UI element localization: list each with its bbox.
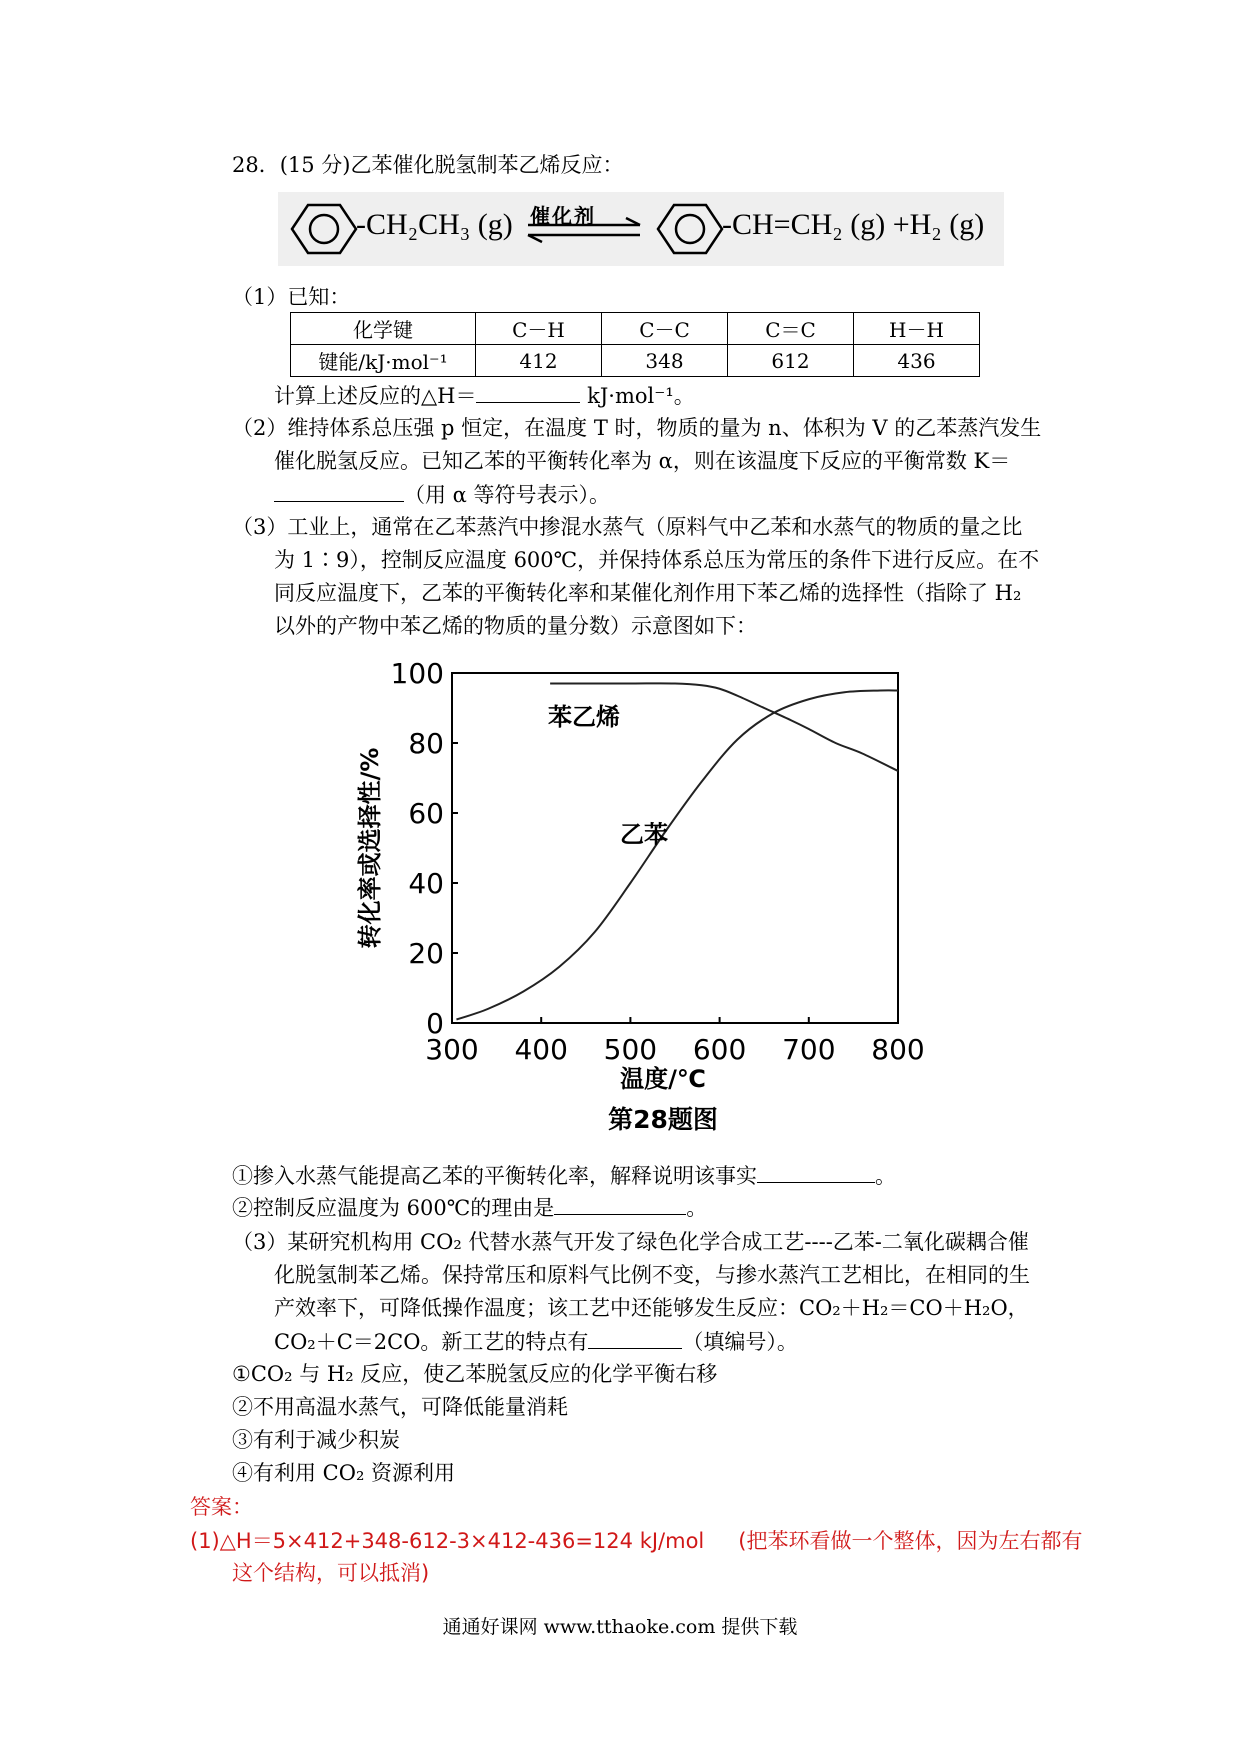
table-row-label: 键能/kJ·mol⁻¹ bbox=[291, 345, 476, 377]
sub-question-1 bbox=[232, 1160, 896, 1191]
sub2-text: ②控制反应温度为 600℃的理由是 bbox=[232, 1196, 555, 1220]
x-tick-label: 300 bbox=[425, 1033, 479, 1066]
y-tick-label: 0 bbox=[426, 1007, 444, 1040]
answer-blank[interactable] bbox=[757, 1160, 875, 1183]
y-tick-label: 80 bbox=[408, 727, 444, 760]
part2-line2: 催化脱氢反应。已知乙苯的平衡转化率为 α，则在该温度下反应的平衡常数 K＝ bbox=[274, 449, 1011, 473]
answer-line1 bbox=[190, 1526, 1082, 1556]
answer-blank[interactable] bbox=[274, 479, 404, 502]
table-cell: 348 bbox=[602, 345, 728, 377]
part3-line1: （3）工业上，通常在乙苯蒸汽中掺混水蒸气（原料气中乙苯和水蒸气的物质的量之比 bbox=[232, 515, 1023, 539]
part4-line4 bbox=[274, 1326, 798, 1357]
sub1-end: 。 bbox=[875, 1164, 896, 1188]
x-tick-label: 400 bbox=[514, 1033, 568, 1066]
bond-energy-table bbox=[290, 312, 980, 377]
table-row bbox=[291, 345, 980, 377]
part4-line2: 化脱氢制苯乙烯。保持常压和原料气比例不变，与掺水蒸汽工艺相比，在相同的生 bbox=[274, 1263, 1030, 1287]
option-2: ②不用高温水蒸气，可降低能量消耗 bbox=[232, 1395, 568, 1419]
benzene-ring-right bbox=[658, 205, 722, 253]
part4-line4-text: CO₂＋C＝2CO。新工艺的特点有 bbox=[274, 1330, 589, 1354]
part3-line4: 以外的产物中苯乙烯的物质的量分数）示意图如下： bbox=[274, 614, 757, 638]
sub-question-2 bbox=[232, 1192, 707, 1223]
table-cell: H－H bbox=[854, 313, 980, 345]
answer-calculation: (1)△H＝5×412+348-612-3×412-436=124 kJ/mol bbox=[190, 1529, 705, 1553]
plot-frame bbox=[452, 673, 898, 1023]
catalyst-label: 催化剂 bbox=[530, 204, 596, 228]
part1-question-unit: kJ·mol⁻¹。 bbox=[580, 384, 695, 408]
part2-line1: （2）维持体系总压强 p 恒定，在温度 T 时，物质的量为 n、体积为 V 的乙苯蒸汽发生 bbox=[232, 416, 1042, 440]
table-header-label: 化学键 bbox=[291, 313, 476, 345]
question-title: 28．(15 分)乙苯催化脱氢制苯乙烯反应： bbox=[232, 153, 624, 177]
y-tick-label: 20 bbox=[408, 937, 444, 970]
reactant-formula: -CH₂CH₃ (g) bbox=[356, 208, 513, 241]
page-footer: 通通好课网 www.tthaoke.com 提供下载 bbox=[442, 1616, 798, 1638]
option-3: ③有利于减少积炭 bbox=[232, 1428, 400, 1452]
reaction-equation bbox=[278, 192, 1004, 266]
sub1-text: ①掺入水蒸气能提高乙苯的平衡转化率，解释说明该事实 bbox=[232, 1164, 757, 1188]
answer-blank[interactable] bbox=[554, 1192, 686, 1215]
option-1: ①CO₂ 与 H₂ 反应，使乙苯脱氢反应的化学平衡右移 bbox=[232, 1362, 718, 1386]
part1-question bbox=[274, 380, 695, 411]
product-formula: -CH=CH₂ (g) +H₂ (g) bbox=[722, 208, 985, 241]
answer-blank[interactable] bbox=[588, 1326, 682, 1349]
part1-question-text: 计算上述反应的△H＝ bbox=[274, 384, 477, 408]
part2-line3 bbox=[274, 479, 610, 510]
table-cell: C－H bbox=[476, 313, 602, 345]
table-cell: C－C bbox=[602, 313, 728, 345]
series-line-ethylbenzene bbox=[456, 690, 898, 1019]
answer-line2: 这个结构，可以抵消) bbox=[232, 1561, 430, 1585]
part4-line1: （3）某研究机构用 CO₂ 代替水蒸气开发了绿色化学合成工艺----乙苯-二氧化碳耦合催 bbox=[232, 1230, 1029, 1254]
answer-label: 答案： bbox=[190, 1495, 253, 1519]
part2-line3-text: （用 α 等符号表示）。 bbox=[404, 483, 611, 507]
option-4: ④有利用 CO₂ 资源利用 bbox=[232, 1461, 456, 1485]
part4-line3: 产效率下，可降低操作温度；该工艺中还能够发生反应：CO₂＋H₂＝CO＋H₂O， bbox=[274, 1296, 1029, 1320]
part3-line3: 同反应温度下，乙苯的平衡转化率和某催化剂作用下苯乙烯的选择性（指除了 H₂ bbox=[274, 581, 1022, 605]
y-tick-label: 60 bbox=[408, 797, 444, 830]
part1-label: （1）已知： bbox=[232, 285, 351, 309]
table-cell: 436 bbox=[854, 345, 980, 377]
part4-line4-end: （填编号）。 bbox=[682, 1330, 798, 1354]
x-tick-label: 800 bbox=[871, 1033, 925, 1066]
chart-title: 第28题图 bbox=[608, 1105, 718, 1134]
x-tick-label: 700 bbox=[782, 1033, 836, 1066]
table-cell: 612 bbox=[728, 345, 854, 377]
series-label-styrene: 苯乙烯 bbox=[548, 703, 620, 731]
part3-line2: 为 1∶9），控制反应温度 600℃，并保持体系总压为常压的条件下进行反应。在不 bbox=[274, 548, 1040, 572]
x-tick-label: 500 bbox=[603, 1033, 658, 1066]
sub2-end: 。 bbox=[686, 1196, 708, 1220]
y-axis-label: 转化率或选择性/% bbox=[356, 747, 384, 949]
benzene-ring-left bbox=[292, 205, 356, 253]
table-cell: 412 bbox=[476, 345, 602, 377]
table-cell: C＝C bbox=[728, 313, 854, 345]
series-label-ethylbenzene: 乙苯 bbox=[620, 820, 668, 849]
table-row bbox=[291, 313, 980, 345]
answer-blank[interactable] bbox=[476, 380, 580, 403]
answer-note: (把苯环看做一个整体，因为左右都有 bbox=[738, 1529, 1083, 1553]
x-tick-label: 600 bbox=[692, 1033, 747, 1066]
x-axis-label: 温度/℃ bbox=[620, 1065, 706, 1093]
y-tick-label: 40 bbox=[408, 867, 444, 900]
y-tick-label: 100 bbox=[390, 657, 444, 690]
conversion-selectivity-chart bbox=[350, 655, 940, 1135]
